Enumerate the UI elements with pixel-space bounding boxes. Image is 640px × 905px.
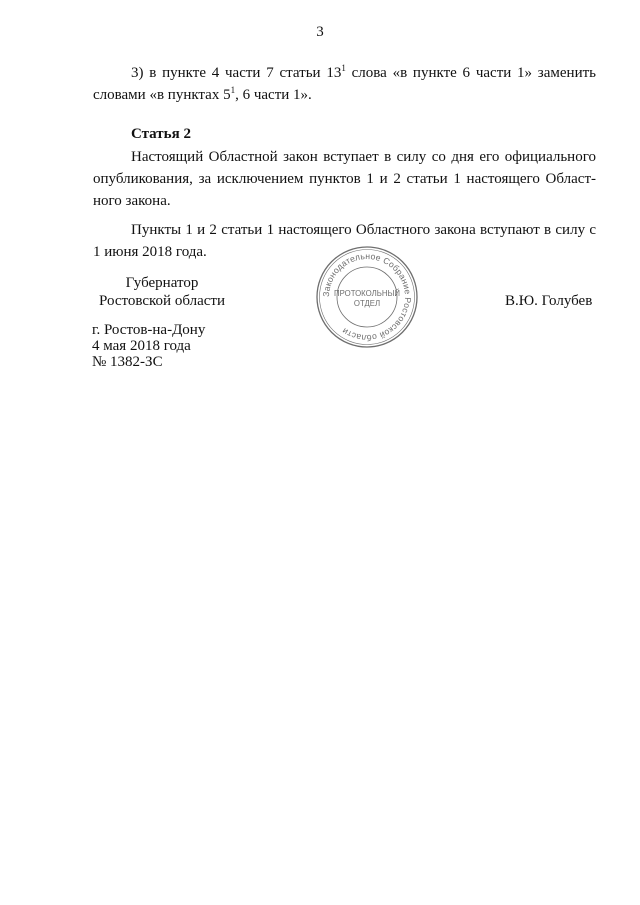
article-2-paragraph-2: Пункты 1 и 2 статьи 1 настоящего Областного закона вступают в силу с 1 июня 2018 года.	[93, 222, 596, 260]
item-3-text-part-3: , 6 части 1».	[235, 87, 312, 103]
seal-center-line-1: ПРОТОКОЛЬНЫЙ	[334, 289, 400, 298]
document-body	[93, 62, 596, 263]
position-line-1: Губернатор	[125, 275, 199, 291]
article-2-heading: Статья 2	[131, 126, 191, 142]
city: г. Ростов-на-Дону	[92, 322, 206, 338]
position-line-2: Ростовской области	[99, 293, 225, 309]
date: 4 мая 2018 года	[92, 338, 191, 354]
seal-ring-text: Законодательное Собрание Ростовской области	[320, 250, 414, 344]
law-number: № 1382-ЗС	[92, 354, 163, 370]
item-3-text-part-2: слова «в пункте 6 части 1» заменить словами «в пунктах 5	[93, 65, 596, 103]
superscript-1: 1	[341, 63, 346, 73]
superscript-2: 1	[230, 85, 236, 95]
item-3-text-part-1: 3) в пункте 4 части 7 статьи 13	[131, 65, 342, 81]
official-seal	[315, 245, 419, 349]
place-and-date	[92, 322, 205, 370]
signatory-position	[92, 274, 232, 310]
page-number: 3	[316, 24, 324, 40]
item-3-paragraph	[93, 62, 596, 106]
seal-center-line-2: ОТДЕЛ	[353, 299, 381, 308]
signatory-name: В.Ю. Голубев	[505, 293, 593, 309]
article-2-paragraph-1: Настоящий Областной закон вступает в силу со дня его официального опубликования, за исключением пунктов 1 и 2 статьи 1 настоящего Област-ного закона.	[93, 149, 596, 209]
